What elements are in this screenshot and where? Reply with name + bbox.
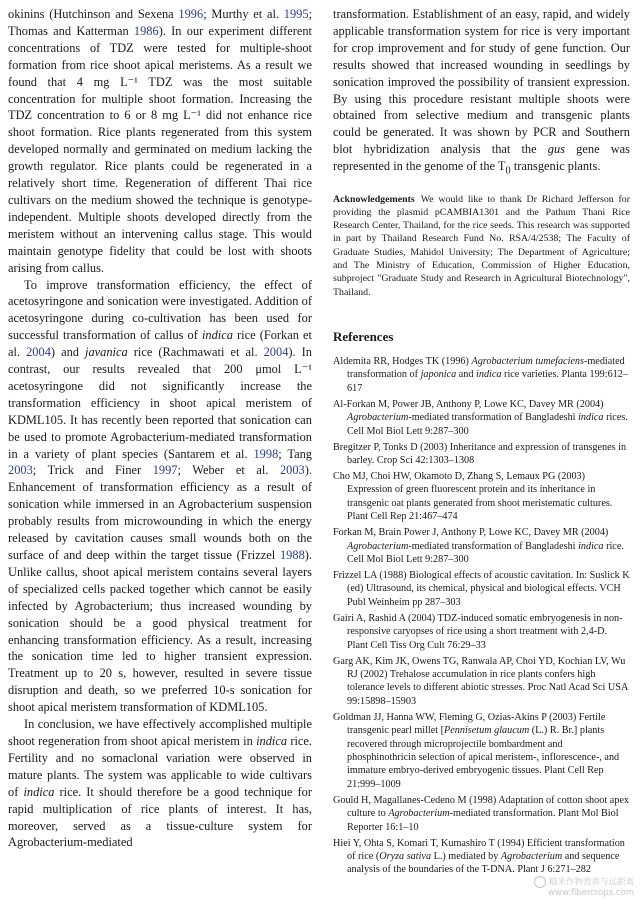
text-run: rice (Forkan et al. — [8, 328, 312, 360]
italic-term: japonica — [420, 369, 457, 381]
paragraph-transformation-efficiency — [8, 277, 312, 717]
reference-text: -mediated transformation of Bangladeshi — [408, 412, 579, 424]
reference-entry — [333, 569, 630, 609]
reference-text: -mediated transformation of Bangladeshi — [408, 540, 579, 552]
watermark-text: 糙米作物营养与远距离 — [548, 877, 634, 888]
text-run: transgenic plants. — [510, 159, 601, 174]
acknowledgements-text: We would like to thank Dr Richard Jefferson for providing the plasmid pCAMBIA1301 and the Pathum Thani Rice Research Center, Thailand, for the rice seeds. This research was supported in part by Thailand Research Fund No. RSA/4/2538; The Faculty of Graduate Studies, Mahidol University; The Department of Agriculture; and The Ministry of Education, Commission of Higher Education, subproject "Graduate Study and Research in Agricultural Biotechnology", Thailand. — [333, 193, 630, 298]
text-run: ). Enhancement of transformation efficiency as a result of sonication while immersed in an Agrobacterium suspension probably results from microwounding in which the energy released by cavitation causes small wounds both on the surface of and deep within the target tissue (Frizzel — [8, 463, 312, 562]
acknowledgements-section — [333, 193, 630, 299]
text-run: ). Unlike callus, shoot apical meristem contains several layers of specialized cells packed together which cannot be easily infected by Agrobacterium; thus increased wounding by sonication should be a good physical treatment for enhancing transformation efficiency. As a result, increasing the sonication time led to higher transient expression. Treatment up to 20 s, however, resulted in severe tissue disruption and death, so we preferred 10-s sonication for shoot apical meristem transformation of KDML105. — [8, 548, 312, 715]
acknowledgements-title: Acknowledgements — [333, 193, 415, 205]
text-run: gene was represented in the genome of the T — [333, 142, 630, 174]
reference-text: Bregitzer P, Tonks D (2003) Inheritance and expression of transgenes in barley. Crop Sci 42:1303–1308 — [333, 441, 627, 466]
italic-term: indica — [578, 540, 604, 552]
right-text-column — [333, 6, 630, 879]
reference-text: Frizzel LA (1988) Biological effects of acoustic cavitation. In: Suslick K (ed) Ultrasound, its chemical, physical and biological effects. VCH Publ Weinheim pp 287–303 — [333, 569, 630, 608]
reference-entry — [333, 655, 630, 709]
subscript: 0 — [505, 165, 511, 177]
citation-link[interactable]: 2003 — [279, 463, 305, 478]
reference-text: Aldemita RR, Hodges TK (1996) — [333, 355, 472, 367]
reference-text: (L.) R. Br.] plants recovered through microprojectile bombardment and phosphinothricin selection of apical meristem-, inflorescence-, and immature embryo-derived embryogenic tissues. Plant Cell Rep 21:999–1009 — [347, 725, 620, 790]
italic-term: indica — [578, 412, 604, 424]
reference-text: Forkan M, Brain Power J, Anthony P, Lowe KC, Davey MR (2004) — [333, 527, 609, 539]
text-run: ; Trick and Finer — [32, 463, 153, 478]
watermark-logo-icon — [534, 876, 546, 888]
text-run: To improve transformation efficiency, the effect of acetosyringone and sonication were investigated. Addition of acetosyringone during co-cultivation has been used for successful transformation of callus of — [8, 277, 312, 343]
text-run: okinins (Hutchinson and Sexena — [8, 7, 179, 21]
italic-term: indica — [256, 733, 288, 748]
italic-term: Agrobacterium — [388, 808, 450, 820]
reference-entry — [333, 441, 630, 468]
reference-text: Gairi A, Rashid A (2004) TDZ-induced somatic embryogenesis in non-responsive caryopses of rice using a short treatment with 2,4-D. Plant Cell Tiss Org Cult 76:29–33 — [333, 612, 623, 651]
italic-term: Agrobacterium — [347, 540, 409, 552]
citation-link[interactable]: 1988 — [279, 548, 305, 562]
reference-text: Garg AK, Kim JK, Owens TG, Ranwala AP, Choi YD, Kochian LV, Wu RJ (2002) Trehalose accumulation in rice plants confers high tolerance levels to different abiotic stresses. Proc Natl Acad Sci USA 99:15898–15903 — [333, 655, 628, 707]
paragraph-conclusion — [8, 716, 312, 851]
reference-entry — [333, 526, 630, 566]
reference-text: -mediated transformation. Plant Mol Biol Reporter 16:1–10 — [347, 808, 619, 833]
watermark-line-1 — [534, 876, 634, 888]
reference-text: rices. Cell Mol Biol Lett 9:287–300 — [347, 412, 628, 437]
paragraph-tdz-results — [8, 6, 312, 277]
italic-term: Oryza sativa — [379, 851, 432, 863]
italic-term: indica — [476, 369, 502, 381]
reference-text: rice varieties. Planta 199:612–617 — [347, 369, 628, 394]
reference-entry — [333, 355, 630, 395]
text-run: ). In our experiment different concentrations of TDZ were tested for multiple-shoot formation from rice shoot apical meristems. As a result we found that 4 mg L⁻¹ TDZ was the most suitable concentration for multiple shoot formation. Increasing the TDZ concentration to 6 or 8 mg L⁻¹ did not enhance rice shoot formation. Rice plants regenerated from this system developed normally and germinated on medium lacking the growth regulator. Rice plants could be regenerated in a relatively short time. Regeneration of different Thai rice cultivars on the medium showed the technique is genotype-independent. Multiple shoots developed directly from the meristem without an intervening callus stage. This would maintain genotype fidelity that could be lost with shoots arising from callus. — [8, 23, 312, 275]
citation-link[interactable]: 2004 — [263, 345, 289, 360]
citation-link[interactable]: 1997 — [152, 463, 178, 478]
text-run: ; Weber et al. — [177, 463, 280, 478]
site-watermark — [534, 876, 634, 898]
italic-term: gus — [547, 142, 566, 157]
reference-text: Hiei Y, Ohta S, Komari T, Kumashiro T (1994) Efficient transformation of rice ( — [333, 837, 625, 863]
reference-entry — [333, 711, 630, 791]
text-run: ; Thomas and Katterman — [8, 7, 312, 38]
italic-term: Agrobacterium — [500, 851, 563, 863]
citation-link[interactable]: 2004 — [26, 345, 51, 360]
reference-text: Cho MJ, Choi HW, Okamoto D, Zhang S, Lemaux PG (2003) Expression of green fluorescent protein and its inheritance in transgenic oat plants generated from shoot meristematic cultures. Plant Cell Rep 21:467–474 — [333, 470, 613, 523]
italic-term: indica — [23, 784, 55, 799]
reference-text: and sequence analysis of the boundaries of the T-DNA. Plant J 6:271–282 — [347, 851, 620, 876]
watermark-url: www.fibercrops.com — [548, 888, 634, 898]
italic-term: javanica — [85, 345, 128, 360]
reference-text: L.) mediated by — [431, 851, 501, 863]
italic-term: Agrobacterium tumefaciens — [471, 355, 584, 367]
text-run: ; Tang — [278, 446, 312, 461]
citation-link[interactable]: 2003 — [8, 463, 33, 478]
paragraph-conclusion-continued — [333, 6, 630, 181]
text-run: rice. It should therefore be a good technique for rapid multiplication of rice plants of interest. It has, moreover, served as a tissue-culture system for Agrobacterium-mediated — [8, 784, 312, 850]
italic-term: Agrobacterium — [347, 412, 409, 424]
reference-entry — [333, 470, 630, 524]
citation-link[interactable]: 1996 — [178, 7, 204, 21]
text-run: In conclusion, we have effectively accomplished multiple shoot regeneration from shoot apical meristem in — [8, 717, 312, 748]
reference-text: and — [456, 369, 477, 381]
reference-text: rice. Cell Mol Biol Lett 9:287–300 — [347, 540, 624, 565]
text-run: ; Murthy et al. — [203, 7, 284, 21]
citation-link[interactable]: 1986 — [133, 23, 159, 38]
reference-text: Al-Forkan M, Power JB, Anthony P, Lowe KC, Davey MR (2004) — [333, 398, 604, 410]
references-list — [333, 355, 630, 877]
left-text-column — [8, 6, 312, 851]
text-run: rice. Fertility and no somaclonal variation were observed in mature plants. The system was applicable to wide cultivars of — [8, 733, 313, 799]
references-heading: References — [333, 328, 394, 344]
reference-text: Gould H, Magallanes-Cedeno M (1998) Adaptation of cotton shoot apex culture to — [333, 794, 629, 820]
italic-term: indica — [201, 328, 233, 343]
text-run: ) and — [50, 345, 86, 360]
text-run: rice (Rachmawati et al. — [127, 345, 264, 360]
reference-text: -mediated transformation of — [347, 355, 625, 381]
citation-link[interactable]: 1998 — [253, 446, 279, 461]
reference-entry — [333, 794, 630, 834]
citation-link[interactable]: 1995 — [283, 7, 309, 21]
reference-entry — [333, 837, 630, 877]
italic-term: Pennisetum glaucum — [444, 725, 530, 737]
reference-entry — [333, 612, 630, 652]
reference-text: Goldman JJ, Hanna WW, Fleming G, Ozias-Akins P (2003) Fertile transgenic pearl millet [ — [333, 711, 606, 737]
reference-entry — [333, 398, 630, 438]
text-run: transformation. Establishment of an easy, rapid, and widely applicable transformation system for rice is very important for crop improvement and for study of gene function. Our results showed that increased wounding in seedlings by sonication improved the possibility of transient expression. By using this procedure resistant multiple shoots were obtained from selective medium and transgenic plants could be generated. It was shown by PCR and Southern blot hybridization analysis that the — [333, 7, 630, 157]
text-run: ). In contrast, our results revealed that 200 μmol L⁻¹ acetosyringone did not significantly increase the transformation efficiency in shoot apical meristem of KDML105. It has recently been reported that sonication can be used to promote Agrobacterium-mediated transformation in a variety of plant species (Santarem et al. — [8, 345, 312, 461]
